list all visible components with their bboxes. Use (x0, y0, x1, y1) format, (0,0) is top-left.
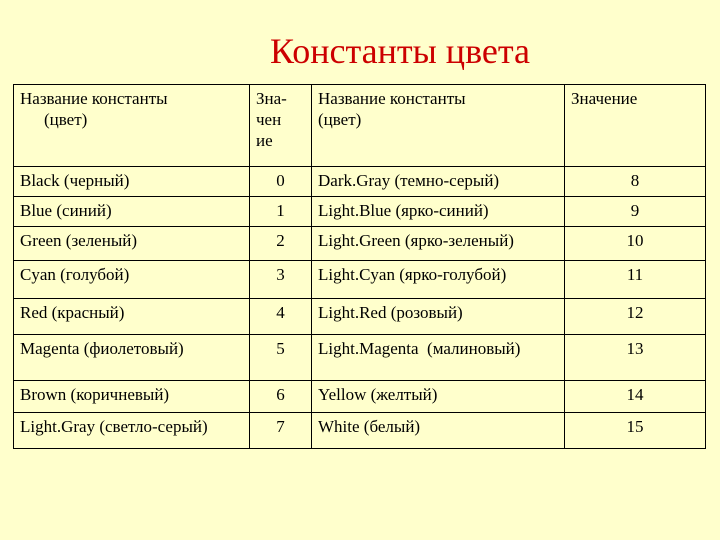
slide-title: Константы цвета (270, 31, 530, 71)
color-name-cell: Light.Blue (ярко-синий) (312, 197, 565, 227)
header-value-part3: ие (256, 131, 273, 150)
color-constants-table (13, 84, 706, 449)
color-name-cell: Blue (синий) (14, 197, 250, 227)
color-name-cell: Light.Magenta (малиновый) (312, 335, 565, 381)
color-value-cell: 10 (565, 227, 706, 261)
color-name-cell: Magenta (фиолетовый) (14, 335, 250, 381)
color-name-cell: Red (красный) (14, 299, 250, 335)
color-name-cell: Cyan (голубой) (14, 261, 250, 299)
header-name-line1: Название константы (20, 89, 168, 108)
color-name-cell: Light.Cyan (ярко-голубой) (312, 261, 565, 299)
color-name-cell: Light.Red (розовый) (312, 299, 565, 335)
header-value-part2: чен (256, 110, 282, 129)
table-row (14, 227, 706, 261)
color-value-cell: 2 (250, 227, 312, 261)
table-row (14, 299, 706, 335)
color-value-cell: 12 (565, 299, 706, 335)
table-row (14, 197, 706, 227)
header-value-2: Значение (565, 85, 706, 167)
table-row (14, 413, 706, 449)
color-name-cell: White (белый) (312, 413, 565, 449)
header-value-part1: Зна- (256, 89, 287, 108)
header-name2-line1: Название константы (318, 89, 466, 108)
color-name-cell: Green (зеленый) (14, 227, 250, 261)
color-value-cell: 11 (565, 261, 706, 299)
header-name2-line2: (цвет) (318, 110, 362, 129)
color-value-cell: 15 (565, 413, 706, 449)
header-constant-name (14, 85, 250, 167)
header-name-line2: (цвет) (44, 110, 88, 129)
table-row (14, 167, 706, 197)
color-value-cell: 8 (565, 167, 706, 197)
color-name-cell: Black (черный) (14, 167, 250, 197)
table-row (14, 381, 706, 413)
color-value-cell: 14 (565, 381, 706, 413)
header-value (250, 85, 312, 167)
color-value-cell: 4 (250, 299, 312, 335)
color-name-cell: Brown (коричневый) (14, 381, 250, 413)
color-value-cell: 9 (565, 197, 706, 227)
color-value-cell: 6 (250, 381, 312, 413)
table-row (14, 335, 706, 381)
color-value-cell: 13 (565, 335, 706, 381)
color-name-cell: Dark.Gray (темно-серый) (312, 167, 565, 197)
color-value-cell: 0 (250, 167, 312, 197)
table-row (14, 261, 706, 299)
color-value-cell: 7 (250, 413, 312, 449)
color-value-cell: 5 (250, 335, 312, 381)
header-constant-name-2 (312, 85, 565, 167)
color-value-cell: 3 (250, 261, 312, 299)
color-name-cell: Light.Green (ярко-зеленый) (312, 227, 565, 261)
color-name-cell: Light.Gray (светло-серый) (14, 413, 250, 449)
color-name-cell: Yellow (желтый) (312, 381, 565, 413)
color-value-cell: 1 (250, 197, 312, 227)
table-header-row (14, 85, 706, 167)
